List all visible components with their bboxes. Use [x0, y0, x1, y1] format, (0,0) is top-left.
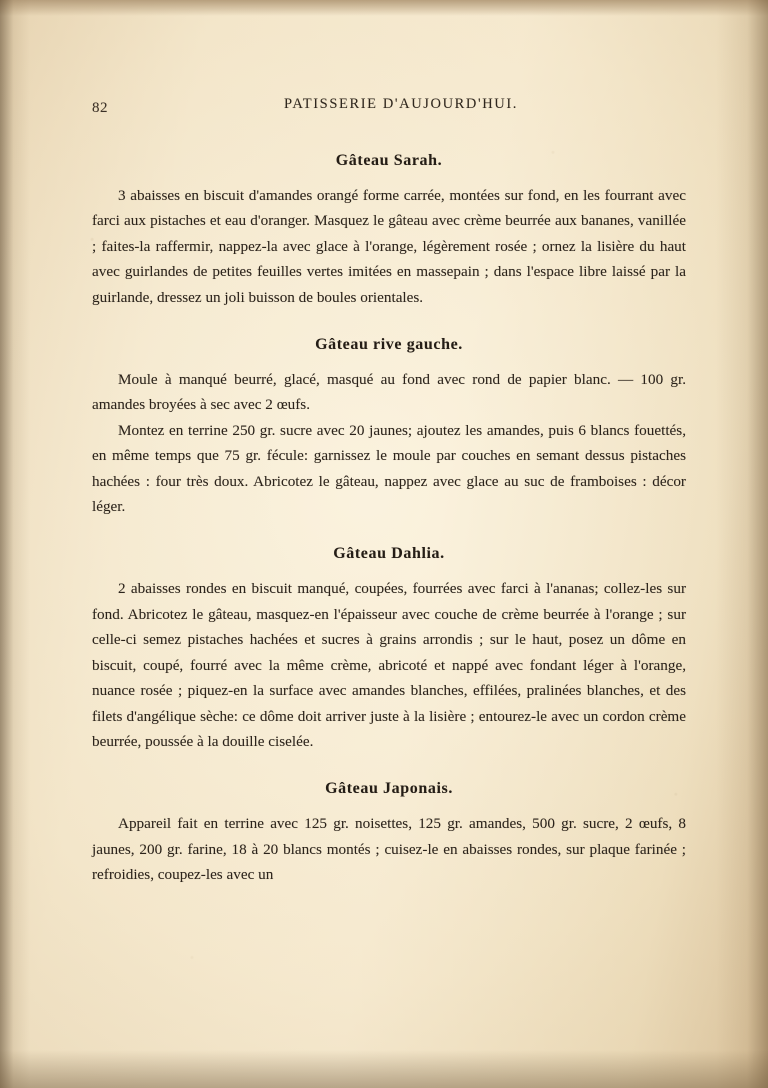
recipe-paragraph: Moule à manqué beurré, glacé, masqué au fond avec rond de papier blanc. — 100 gr. amandes broyées à sec avec 2 œufs. — [92, 371, 686, 414]
page-edge-left — [0, 0, 30, 1088]
recipe-section — [92, 780, 686, 887]
page-edge-top — [0, 0, 768, 16]
recipe-title: Gâteau Dahlia. — [333, 545, 445, 563]
page-number: 82 — [92, 100, 108, 116]
recipe-title: Gâteau Japonais. — [325, 780, 453, 798]
recipe-paragraph: 2 abaisses rondes en biscuit manqué, coupées, fourrées avec farci à l'ananas; collez-les sur fond. Abricotez le gâteau, masquez-en l'épaisseur avec couche de crème beurrée à l'orange ; sur celle-ci semez pistaches hachées et sucres à grains arrondis ; sur le haut, posez un dôme en biscuit, coupé, fourré avec la même crème, abricoté et nappé avec fondant léger à l'orange, nuance rosée ; piquez-en la surface avec amandes blanches, effilées, pralinées blanches, et des filets d'angélique sèche: ce dôme doit arriver juste à la lisière ; entourez-le avec un cordon crème beurrée, poussée à la douille ciselée. — [92, 580, 686, 750]
page-header — [92, 96, 686, 126]
recipe-title: Gâteau Sarah. — [335, 152, 443, 169]
page-edge-bottom — [0, 1050, 768, 1088]
page-content — [92, 96, 686, 888]
recipe-title: Gâteau rive gauche. — [315, 336, 463, 354]
running-head: PATISSERIE D'AUJOURD'HUI. — [283, 96, 518, 112]
recipe-section — [92, 152, 686, 310]
page-edge-right — [716, 0, 768, 1088]
recipe-paragraph: 3 abaisses en biscuit d'amandes orangé forme carrée, montées sur fond, en les fourrant avec farci aux pistaches et eau d'oranger. Masquez le gâteau avec crème beurrée aux bananes, vanillée ; faites-la raffermir, nappez-la avec glace à l'orange, légèrement rosée ; ornez la lisière du haut avec guirlandes de petites feuilles vertes imitées en massepain ; dans l'espace libre laissé par la guirlande, dressez un joli buisson de boules orientales. — [92, 187, 686, 306]
recipe-paragraph: Montez en terrine 250 gr. sucre avec 20 jaunes; ajoutez les amandes, puis 6 blancs fouettés, en même temps que 75 gr. fécule: garnissez le moule par couches en semant dessus pistaches hachées : four très doux. Abricotez le gâteau, nappez avec glace au suc de framboises : décor léger. — [92, 421, 686, 516]
recipe-section — [92, 545, 686, 754]
recipe-paragraph: Appareil fait en terrine avec 125 gr. noisettes, 125 gr. amandes, 500 gr. sucre, 2 œufs, 8 jaunes, 200 gr. farine, 18 à 20 blancs montés ; cuisez-le en abaisses rondes, sur plaque farinée ; refroidies, coupez-les avec un — [92, 815, 686, 884]
recipe-section — [92, 336, 686, 519]
